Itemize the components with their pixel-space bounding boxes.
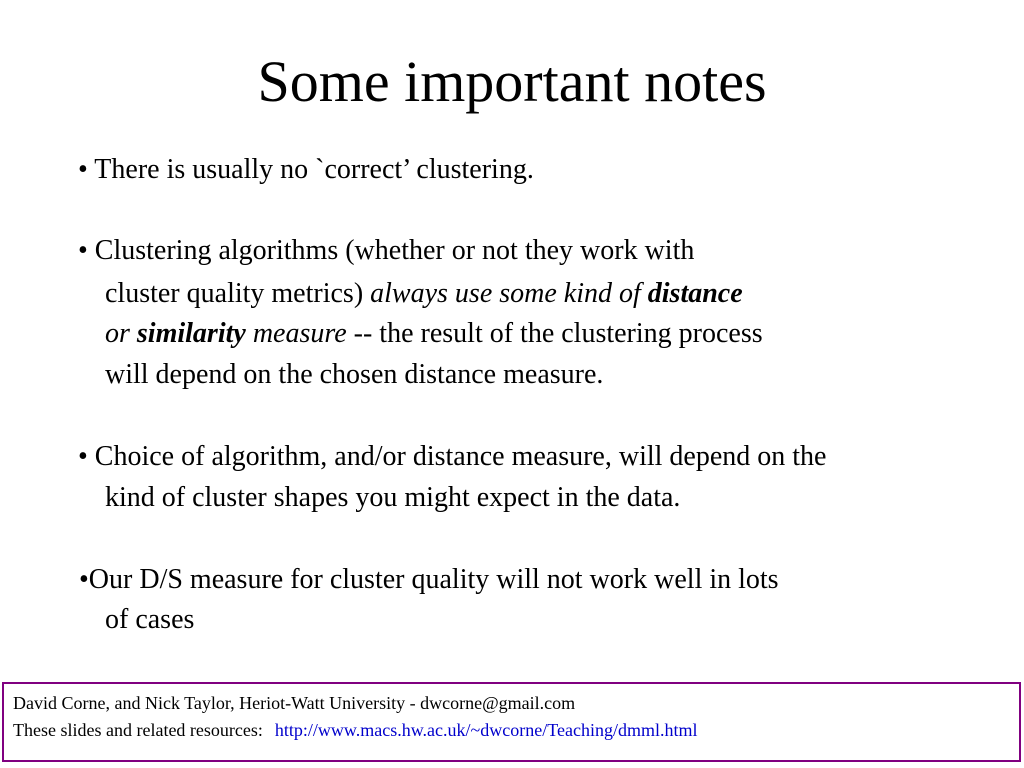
bullet-item-4-line-2: of cases — [105, 604, 195, 635]
bullet-item-2-line-3 — [105, 317, 763, 351]
bullet-text: -- the result of the clustering process — [346, 318, 763, 349]
bullet-item-2-line-2 — [105, 277, 743, 311]
bullet-item-2-line-4: will depend on the chosen distance measure. — [105, 359, 604, 390]
emphasis-text: measure — [245, 318, 347, 349]
bullet-text: cluster quality metrics) — [105, 278, 371, 309]
bullet-item-2-line-1: • Clustering algorithms (whether or not they work with — [78, 235, 695, 266]
footer-resources-label: These slides and related resources: — [13, 720, 263, 740]
footer-resources-link[interactable]: http://www.macs.hw.ac.uk/~dwcorne/Teaching/dmml.html — [274, 720, 698, 740]
footer-box — [2, 682, 1021, 762]
bullet-item-1: • There is usually no `correct’ clustering. — [78, 154, 534, 185]
bullet-item-3-line-2: kind of cluster shapes you might expect in the data. — [105, 482, 681, 513]
emphasis-text: always use some kind of — [370, 278, 648, 309]
slide-title: Some important notes — [257, 49, 767, 114]
keyword-distance: distance — [647, 278, 743, 309]
footer-resources — [13, 719, 697, 741]
keyword-similarity: similarity — [136, 318, 246, 349]
bullet-item-4-line-1: •Our D/S measure for cluster quality will not work well in lots — [79, 564, 779, 595]
footer-credits: David Corne, and Nick Taylor, Heriot-Watt University - dwcorne@gmail.com — [13, 693, 576, 713]
emphasis-text: or — [105, 318, 137, 349]
bullet-item-3-line-1: • Choice of algorithm, and/or distance measure, will depend on the — [78, 441, 827, 472]
